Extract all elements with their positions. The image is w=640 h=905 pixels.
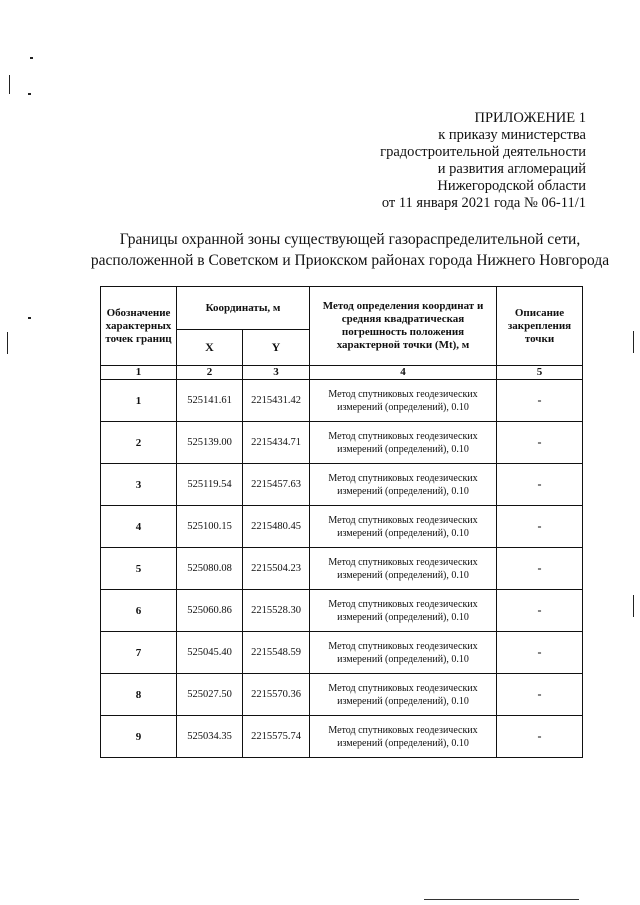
fixing-description: - xyxy=(497,506,583,548)
scan-mark xyxy=(633,331,634,353)
header-method: Метод определения координат и средняя квадратическая погрешность положения характерной точки (Mt), м xyxy=(310,287,497,366)
method-line: Метод спутниковых геодезических xyxy=(328,556,478,568)
method-line: измерений (определений), 0.10 xyxy=(337,611,469,623)
method-line: измерений (определений), 0.10 xyxy=(337,569,469,581)
coord-y: 2215457.63 xyxy=(243,464,310,506)
coord-x: 525100.15 xyxy=(177,506,243,548)
method-line: Метод спутниковых геодезических xyxy=(328,388,478,400)
table-row xyxy=(101,716,583,758)
method-line: измерений (определений), 0.10 xyxy=(337,401,469,413)
column-number: 5 xyxy=(497,366,583,380)
method-line: измерений (определений), 0.10 xyxy=(337,527,469,539)
fixing-description: - xyxy=(497,716,583,758)
coord-x: 525139.00 xyxy=(177,422,243,464)
method-cell xyxy=(310,632,497,674)
table-row xyxy=(101,506,583,548)
appendix-line: от 11 января 2021 года № 06-11/1 xyxy=(381,195,586,211)
method-line: измерений (определений), 0.10 xyxy=(337,485,469,497)
coordinates-table xyxy=(100,286,583,758)
method-line: измерений (определений), 0.10 xyxy=(337,653,469,665)
method-line: измерений (определений), 0.10 xyxy=(337,443,469,455)
point-id: 4 xyxy=(101,506,177,548)
header-y: Y xyxy=(243,330,310,366)
method-cell xyxy=(310,422,497,464)
fixing-description: - xyxy=(497,380,583,422)
point-id: 3 xyxy=(101,464,177,506)
coord-y: 2215575.74 xyxy=(243,716,310,758)
point-id: 6 xyxy=(101,590,177,632)
scan-mark xyxy=(28,93,31,95)
scan-mark xyxy=(7,332,8,354)
method-line: Метод спутниковых геодезических xyxy=(328,430,478,442)
coord-x: 525080.08 xyxy=(177,548,243,590)
method-line: измерений (определений), 0.10 xyxy=(337,737,469,749)
point-id: 7 xyxy=(101,632,177,674)
footer-rule xyxy=(424,899,579,900)
coord-y: 2215504.23 xyxy=(243,548,310,590)
table-row xyxy=(101,674,583,716)
point-id: 5 xyxy=(101,548,177,590)
scan-mark xyxy=(28,317,31,319)
fixing-description: - xyxy=(497,464,583,506)
method-line: Метод спутниковых геодезических xyxy=(328,472,478,484)
table-row xyxy=(101,632,583,674)
method-cell xyxy=(310,506,497,548)
method-cell xyxy=(310,548,497,590)
column-number: 1 xyxy=(101,366,177,380)
coord-y: 2215570.36 xyxy=(243,674,310,716)
appendix-line: к приказу министерства xyxy=(438,127,586,143)
header-coordinates: Координаты, м xyxy=(177,287,310,330)
method-line: Метод спутниковых геодезических xyxy=(328,682,478,694)
fixing-description: - xyxy=(497,674,583,716)
column-number: 4 xyxy=(310,366,497,380)
table-row xyxy=(101,380,583,422)
coord-y: 2215548.59 xyxy=(243,632,310,674)
method-line: Метод спутниковых геодезических xyxy=(328,640,478,652)
method-line: Метод спутниковых геодезических xyxy=(328,724,478,736)
method-line: Метод спутниковых геодезических xyxy=(328,514,478,526)
coord-y: 2215480.45 xyxy=(243,506,310,548)
appendix-line: Нижегородской области xyxy=(437,178,586,194)
fixing-description: - xyxy=(497,422,583,464)
header-designation: Обозначение характерных точек границ xyxy=(101,287,177,366)
fixing-description: - xyxy=(497,590,583,632)
method-cell xyxy=(310,590,497,632)
appendix-title: ПРИЛОЖЕНИЕ 1 xyxy=(474,110,586,126)
document-title-line: Границы охранной зоны существующей газораспределительной сети, xyxy=(119,231,581,248)
coord-y: 2215431.42 xyxy=(243,380,310,422)
method-cell xyxy=(310,380,497,422)
header-x: X xyxy=(177,330,243,366)
method-cell xyxy=(310,464,497,506)
table-row xyxy=(101,422,583,464)
point-id: 8 xyxy=(101,674,177,716)
appendix-block xyxy=(380,110,586,212)
method-cell xyxy=(310,674,497,716)
document-title-line: расположенной в Советском и Приокском районах города Нижнего Новгорода xyxy=(90,252,610,269)
column-number: 2 xyxy=(177,366,243,380)
coord-x: 525027.50 xyxy=(177,674,243,716)
document-title xyxy=(60,229,640,271)
scan-mark xyxy=(30,57,33,59)
scan-mark xyxy=(9,75,10,94)
appendix-line: и развития агломераций xyxy=(437,161,586,177)
point-id: 9 xyxy=(101,716,177,758)
coord-x: 525034.35 xyxy=(177,716,243,758)
table-row xyxy=(101,590,583,632)
method-line: измерений (определений), 0.10 xyxy=(337,695,469,707)
column-number: 3 xyxy=(243,366,310,380)
header-description: Описание закрепления точки xyxy=(497,287,583,366)
coord-x: 525060.86 xyxy=(177,590,243,632)
table-row xyxy=(101,548,583,590)
scan-mark xyxy=(633,595,634,617)
method-line: Метод спутниковых геодезических xyxy=(328,598,478,610)
coord-x: 525119.54 xyxy=(177,464,243,506)
method-cell xyxy=(310,716,497,758)
coord-y: 2215528.30 xyxy=(243,590,310,632)
appendix-line: градостроительной деятельности xyxy=(380,144,586,160)
coord-x: 525141.61 xyxy=(177,380,243,422)
point-id: 1 xyxy=(101,380,177,422)
fixing-description: - xyxy=(497,548,583,590)
point-id: 2 xyxy=(101,422,177,464)
coord-y: 2215434.71 xyxy=(243,422,310,464)
fixing-description: - xyxy=(497,632,583,674)
table-row xyxy=(101,464,583,506)
coord-x: 525045.40 xyxy=(177,632,243,674)
